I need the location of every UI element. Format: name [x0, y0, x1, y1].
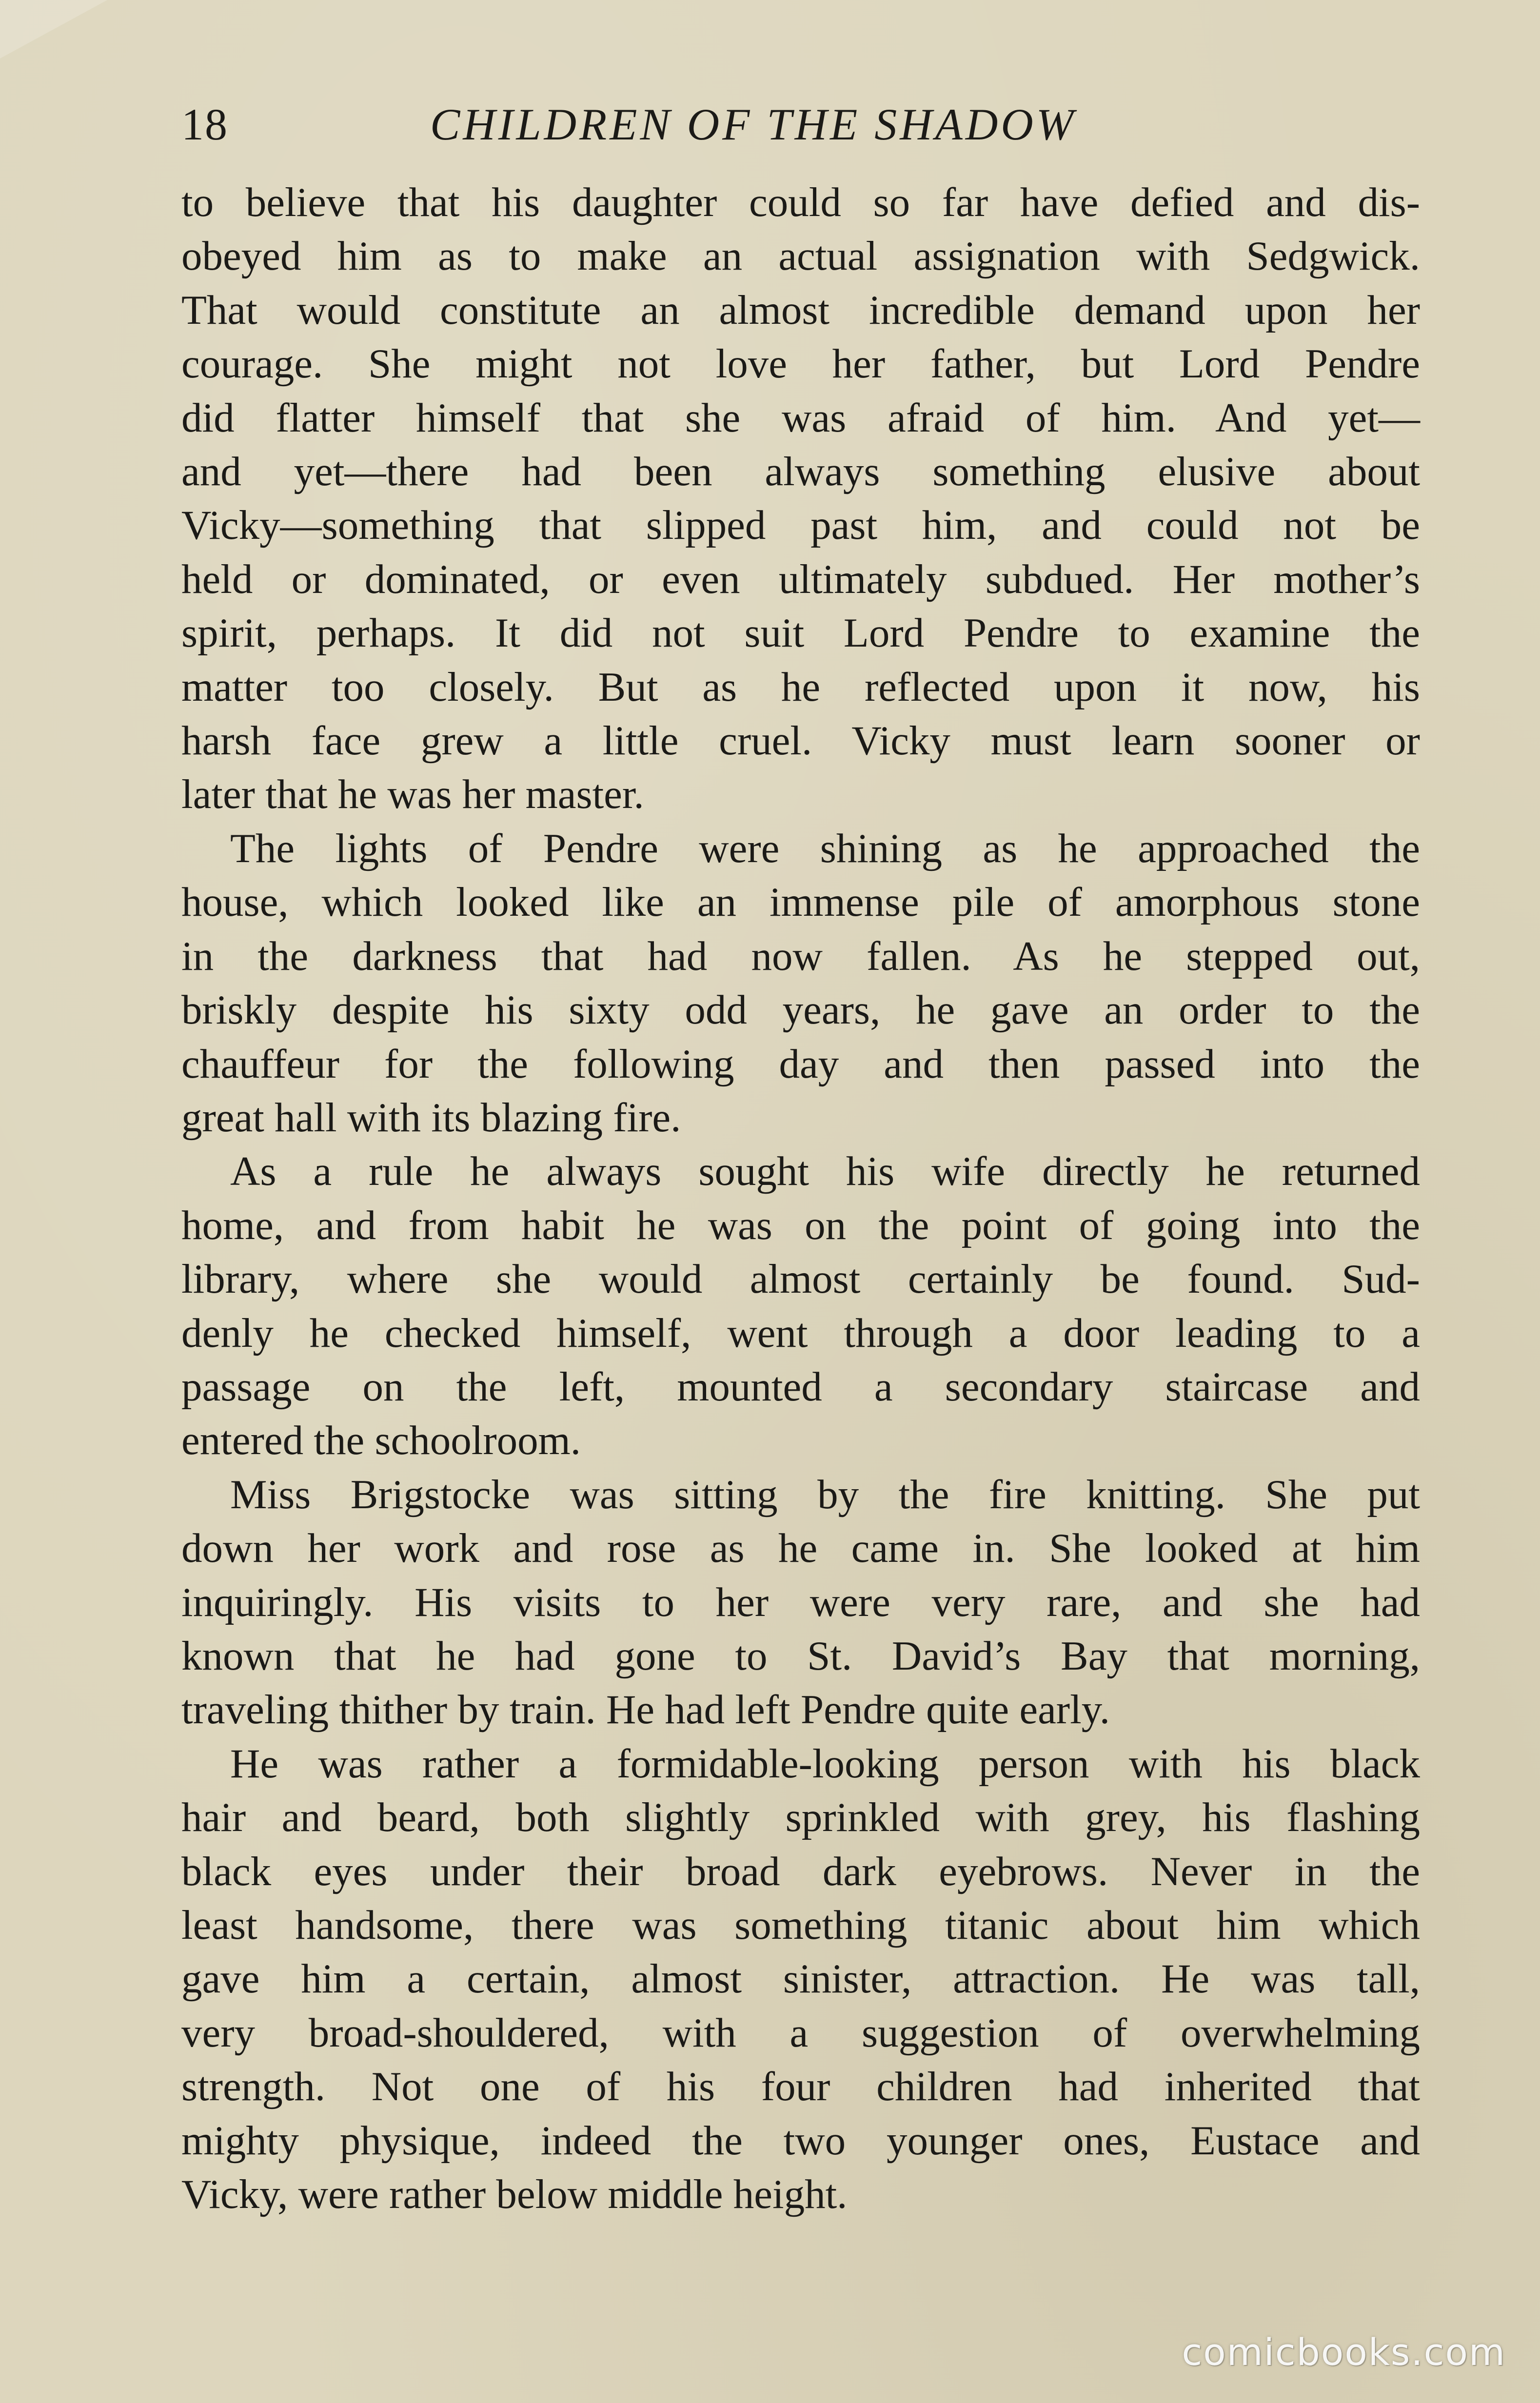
- text-line: spirit, perhaps. It did not suit Lord Pendre to examine the: [181, 610, 1420, 656]
- text-line: briskly despite his sixty odd years, he gave an order to the: [181, 987, 1420, 1033]
- text-line: mighty physique, indeed the two younger ones, Eustace and: [181, 2117, 1420, 2164]
- paragraph: [181, 822, 1420, 1144]
- paragraph: [181, 1468, 1420, 1737]
- text-line: entered the schoolroom.: [181, 1418, 581, 1464]
- paragraph: [181, 1737, 1420, 2222]
- running-title: CHILDREN OF THE SHADOW: [430, 99, 1077, 149]
- page-corner-shading: [0, 0, 107, 59]
- text-line: The lights of Pendre were shining as he approached the: [230, 825, 1420, 871]
- text-line: later that he was her master.: [181, 771, 644, 818]
- text-line: gave him a certain, almost sinister, attraction. He was tall,: [181, 1956, 1420, 2002]
- running-head: [181, 90, 1420, 158]
- text-line: black eyes under their broad dark eyebrows. Never in the: [181, 1848, 1420, 1894]
- text-line: harsh face grew a little cruel. Vicky must learn sooner or: [181, 718, 1420, 764]
- text-line: denly he checked himself, went through a door leading to a: [181, 1310, 1420, 1356]
- text-line: passage on the left, mounted a secondary staircase and: [181, 1363, 1420, 1410]
- paragraph: [181, 1144, 1420, 1467]
- text-line: strength. Not one of his four children had inherited that: [181, 2064, 1420, 2110]
- text-line: and yet—there had been always something elusive about: [181, 449, 1420, 495]
- text-line: traveling thither by train. He had left Pendre quite early.: [181, 1687, 1110, 1733]
- text-line: to believe that his daughter could so far have defied and dis-: [181, 179, 1420, 225]
- text-line: hair and beard, both slightly sprinkled with grey, his flashing: [181, 1794, 1420, 1841]
- page-number: 18: [181, 99, 228, 149]
- text-line: known that he had gone to St. David’s Bay that morning,: [181, 1633, 1420, 1679]
- text-line: least handsome, there was something titanic about him which: [181, 1902, 1420, 1948]
- text-line: obeyed him as to make an actual assignation with Sedgwick.: [181, 233, 1420, 279]
- text-line: down her work and rose as he came in. She looked at him: [181, 1525, 1420, 1572]
- text-line: He was rather a formidable-looking person with his black: [230, 1740, 1420, 1787]
- watermark: comicbooks.com: [1182, 2330, 1506, 2374]
- text-line: Miss Brigstocke was sitting by the fire knitting. She put: [230, 1471, 1420, 1517]
- text-line: As a rule he always sought his wife directly he returned: [230, 1148, 1420, 1195]
- text-line: did flatter himself that she was afraid of him. And yet—: [181, 394, 1420, 441]
- text-line: very broad-shouldered, with a suggestion of overwhelming: [181, 2009, 1420, 2056]
- text-line: inquiringly. His visits to her were very rare, and she had: [181, 1579, 1420, 1625]
- text-line: chauffeur for the following day and then passed into the: [181, 1041, 1420, 1087]
- text-line: Vicky, were rather below middle height.: [181, 2171, 848, 2218]
- text-line: held or dominated, or even ultimately subdued. Her mother’s: [181, 556, 1420, 602]
- text-line: great hall with its blazing fire.: [181, 1094, 681, 1141]
- text-line: That would constitute an almost incredible demand upon her: [181, 287, 1420, 333]
- text-line: Vicky—something that slipped past him, and could not be: [181, 502, 1420, 549]
- paragraph: [181, 176, 1420, 822]
- text-line: matter too closely. But as he reflected upon it now, his: [181, 664, 1420, 710]
- text-line: in the darkness that had now fallen. As he stepped out,: [181, 933, 1420, 979]
- text-line: courage. She might not love her father, but Lord Pendre: [181, 341, 1420, 387]
- text-line: home, and from habit he was on the point of going into the: [181, 1202, 1420, 1248]
- text-line: library, where she would almost certainly be found. Sud-: [181, 1256, 1420, 1302]
- text-line: house, which looked like an immense pile of amorphous stone: [181, 879, 1420, 926]
- body-text: [181, 176, 1420, 2221]
